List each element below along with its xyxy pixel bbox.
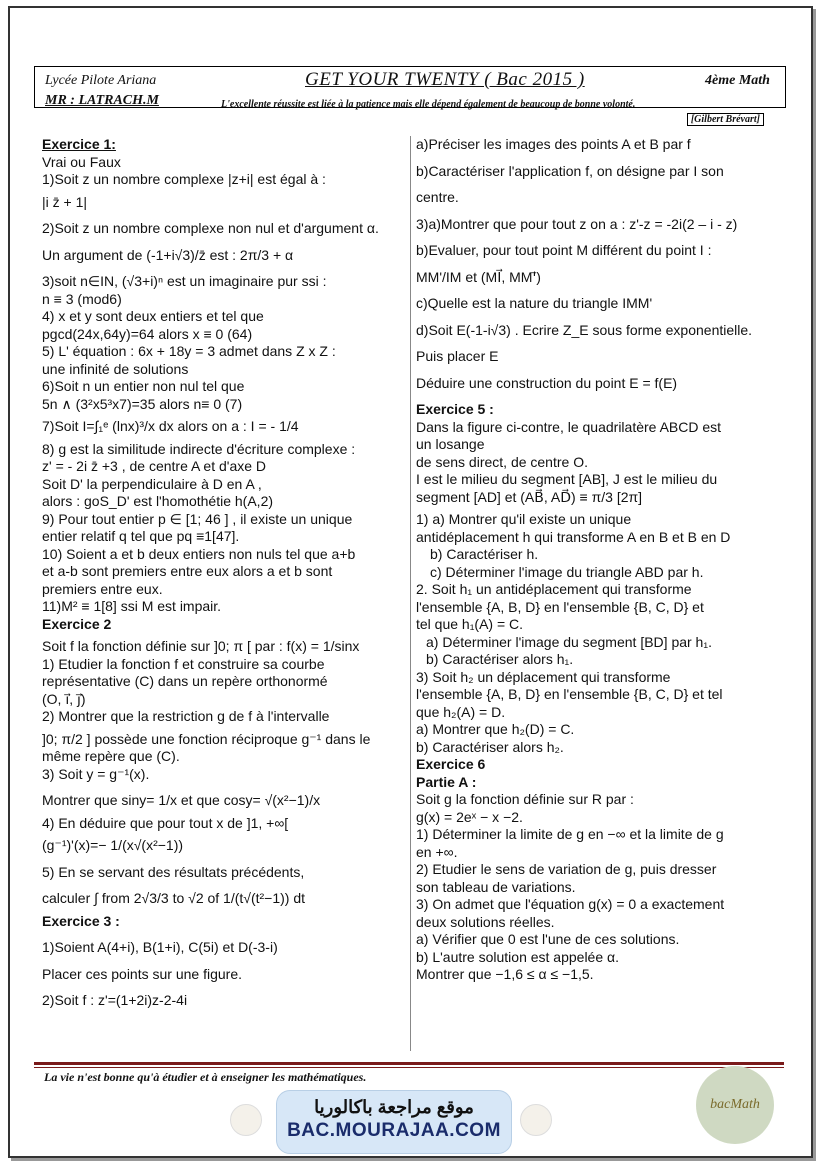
text-line: a) Déterminer l'image du segment [BD] par h₁. [426,633,712,650]
text-line: une infinité de solutions [42,360,189,377]
text-line: son tableau de variations. [416,878,576,895]
motto-author: [Gilbert Brévart] [687,113,764,126]
text-line: Dans la figure ci-contre, le quadrilatère ABCD est [416,418,722,435]
column-divider [410,136,411,1051]
text-line: b)Caractériser l'application f, on désigne par I son [416,162,724,179]
text-line: même repère que (C). [42,748,180,764]
text-line: antidéplacement h qui transforme A en B et B en D [416,528,731,545]
text-line: calculer ∫ from 2√3/3 to √2 of 1/(t√(t²−1)) dt [42,890,306,906]
text-line: z' = - 2i z̄ +3 , de centre A et d'axe D [42,458,267,474]
text-line: l'ensemble {A, B, D} en l'ensemble {B, C, D} et [416,598,704,615]
exercise-3-title: Exercice 3 : [42,912,120,929]
text-line: 2. Soit h₁ un antidéplacement qui transforme [416,581,692,597]
text-line: Un argument de (-1+i√3)/z̄ est : 2π/3 + α [42,246,294,263]
text-line: Montrer que siny= 1/x et que cosy= √(x²−1)/x [42,792,321,808]
text-line: Placer ces points sur une figure. [42,965,242,982]
left-column [42,136,402,1010]
site-url[interactable]: BAC.MOURAJAA.COM [287,1120,501,1141]
text-line: 1) Déterminer la limite de g en −∞ et la limite de g [416,826,724,842]
text-line: 5n ∧ (3²x5³x7)=35 alors n≡ 0 (7) [42,395,243,412]
text-line: centre. [416,189,459,205]
text-line: |i z̄ + 1| [42,193,88,210]
text-line: 4) x et y sont deux entiers et tel que [42,308,264,324]
text-line: (g⁻¹)'(x)=− 1/(x√(x²−1)) [42,837,184,853]
text-line: b) Caractériser alors h₂. [416,738,564,755]
footer-rule-thin [34,1067,784,1068]
text-line: 6)Soit n un entier non nul tel que [42,378,245,394]
footer-quote: La vie n'est bonne qu'à étudier et à enseigner les mathématiques. [44,1070,367,1084]
text-line: deux solutions réelles. [416,913,555,930]
text-line: Puis placer E [416,348,499,364]
text-line: premiers entre eux. [42,580,163,597]
class-level: 4ème Math [705,73,770,88]
site-logo-right [520,1104,552,1136]
text-line: (O, i⃗, j⃗) [42,690,86,707]
text-line: Soit D' la perpendiculaire à D en A , [42,475,262,492]
text-line: 5) L' équation : 6x + 18y = 3 admet dans Z x Z : [42,343,336,359]
right-column [416,136,782,984]
footer-rule [34,1062,784,1065]
text-line: et a-b sont premiers entre eux alors a et b sont [42,563,333,579]
text-line: MM'/IM et (MI⃗, MM'⃗) [416,268,541,285]
text-line: Soit f la fonction définie sur ]0; π [ par : f(x) = 1/sinx [42,638,360,654]
exercise-5-title: Exercice 5 : [416,401,494,417]
text-line: Vrai ou Faux [42,153,121,170]
text-line: entier relatif q tel que pq ≡1[47]. [42,528,240,544]
text-line: b)Evaluer, pour tout point M différent du point I : [416,242,712,258]
school-name: Lycée Pilote Ariana [45,73,157,88]
text-line: b) L'autre solution est appelée α. [416,948,620,965]
text-line: b) Caractériser alors h₁. [426,651,574,667]
text-line: l'ensemble {A, B, D} en l'ensemble {B, C, D} et tel [416,686,723,702]
text-line: a) Vérifier que 0 est l'une de ces solutions. [416,931,680,947]
text-line: 7)Soit I=∫₁ᵉ (lnx)³/x dx alors on a : I = - 1/4 [42,418,299,434]
text-line: 3)a)Montrer que pour tout z on a : z'-z = -2i(2 – i - z) [416,215,738,232]
text-line: 3) Soit y = g⁻¹(x). [42,765,150,782]
text-line: 5) En se servant des résultats précédents, [42,863,305,880]
text-line: b) Caractériser h. [430,546,539,562]
text-line: de sens direct, de centre O. [416,453,588,470]
text-line: d)Soit E(-1-i√3) . Ecrire Z_E sous forme exponentielle. [416,321,753,338]
text-line: 4) En déduire que pour tout x de ]1, +∞[ [42,814,289,831]
header-motto: L'excellente réussite est liée à la patience mais elle dépend également de beaucoup de bonne volonté. [221,99,636,110]
site-logo-left [230,1104,262,1136]
text-line: c)Quelle est la nature du triangle IMM' [416,295,653,311]
text-line: n ≡ 3 (mod6) [42,290,122,307]
text-line: en +∞. [416,843,458,860]
header-box [34,66,786,108]
bacmath-badge: bacMath [696,1066,774,1144]
text-line: ]0; π/2 ] possède une fonction réciproque g⁻¹ dans le [42,730,371,747]
text-line: 3)soit n∈IN, (√3+i)ⁿ est un imaginaire pur ssi : [42,273,327,289]
page-title: GET YOUR TWENTY ( Bac 2015 ) [305,69,585,90]
text-line: 1) a) Montrer qu'il existe un unique [416,511,632,527]
text-line: 11)M² ≡ 1[8] ssi M est impair. [42,598,222,614]
text-line: représentative (C) dans un repère orthonormé [42,673,328,689]
text-line: g(x) = 2eˣ − x −2. [416,808,523,825]
text-line: 3) Soit h₂ un déplacement qui transforme [416,668,671,685]
text-line: que h₂(A) = D. [416,703,506,720]
text-line: Montrer que −1,6 ≤ α ≤ −1,5. [416,966,594,982]
text-line: tel que h₁(A) = C. [416,616,524,632]
text-line: un losange [416,436,485,452]
text-line: 8) g est la similitude indirecte d'écriture complexe : [42,440,356,457]
text-line: 1)Soient A(4+i), B(1+i), C(5i) et D(-3-i) [42,939,278,955]
text-line: alors : goS_D' est l'homothétie h(A,2) [42,493,274,509]
part-a-title: Partie A : [416,773,477,790]
text-line: 1) Etudier la fonction f et construire sa courbe [42,655,325,672]
text-line: 2)Soit f : z'=(1+2i)z-2-4i [42,992,188,1008]
site-name-arabic: موقع مراجعة باكالوريا [314,1097,474,1117]
exercise-2-title: Exercice 2 [42,615,112,632]
text-line: 2) Montrer que la restriction g de f à l'intervalle [42,708,330,724]
text-line: 2) Etudier le sens de variation de g, puis dresser [416,861,717,877]
exercise-6-title: Exercice 6 [416,756,486,772]
text-line: pgcd(24x,64y)=64 alors x ≡ 0 (64) [42,325,253,342]
header [34,66,786,136]
text-line: 9) Pour tout entier p ∈ [1; 46 ] , il existe un unique [42,510,353,527]
text-line: 10) Soient a et b deux entiers non nuls tel que a+b [42,545,356,562]
exercise-1-title: Exercice 1: [42,136,116,152]
text-line: Soit g la fonction définie sur R par : [416,791,634,807]
text-line: 2)Soit z un nombre complexe non nul et d'argument α. [42,220,379,236]
text-line: a) Montrer que h₂(D) = C. [416,721,575,737]
text-line: c) Déterminer l'image du triangle ABD par h. [430,563,704,580]
text-line: a)Préciser les images des points A et B par f [416,136,691,152]
text-line: segment [AD] et (AB⃗, AD⃗) ≡ π/3 [2π] [416,488,643,505]
text-line: Déduire une construction du point E = f(E) [416,374,678,391]
text-line: 3) On admet que l'équation g(x) = 0 a exactement [416,896,725,912]
site-banner[interactable] [276,1090,512,1154]
teacher-name: MR : LATRACH.M [45,93,159,108]
text-line: I est le milieu du segment [AB], J est le milieu du [416,471,718,487]
text-line: 1)Soit z un nombre complexe |z+i| est égal à : [42,171,326,187]
